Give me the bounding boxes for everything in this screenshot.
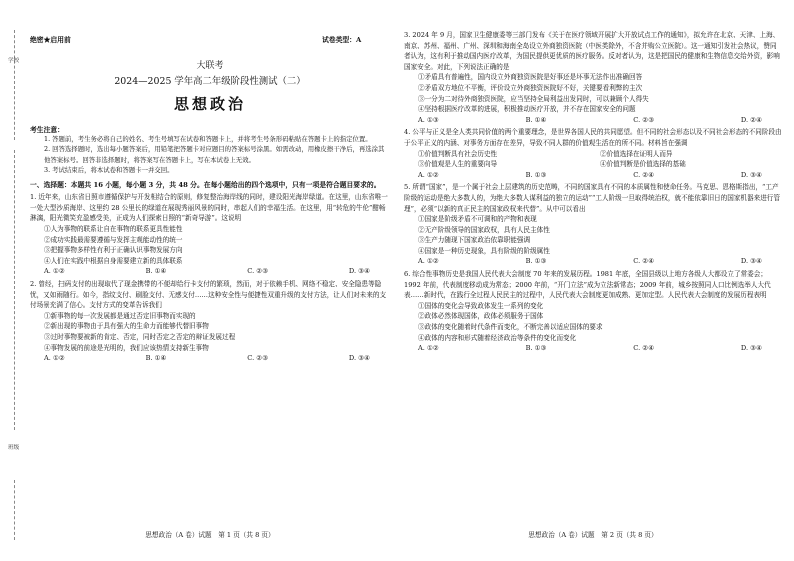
answer-choice-a: A. ①③ bbox=[418, 115, 439, 124]
statement-option: ④坚持根据医疗改革的进展，积极推动医疗开放，并不存在国家安全的问题 bbox=[418, 105, 636, 114]
statement-option: ④价值判断是价值选择的基础 bbox=[600, 160, 686, 169]
statement-option: ①人为事物的联系让自在事物的联系更具性能性 bbox=[44, 225, 183, 233]
statement-option: ④事物发展的前途是光明的，我们应该热情支持新生事物 bbox=[44, 343, 209, 352]
statement-option: ②成功实践最需要遵循与发挥主观能动性的统一 bbox=[44, 235, 183, 244]
answer-choice-c: C. ②④ bbox=[633, 170, 655, 179]
statement-option: ③一分为二对待外商独资医院，应当坚持全局利益出发同时，可以兼顾个人得失 bbox=[418, 94, 649, 103]
answer-choice-c: C. ②③ bbox=[633, 115, 655, 124]
gutter-label-mid: 班级 bbox=[8, 445, 20, 451]
statement-option: ①矛盾具有普遍性，国内设立外商独资医院是好事还是坏事无法作出准确回答 bbox=[418, 73, 643, 82]
question-1 bbox=[30, 192, 390, 277]
question-4 bbox=[404, 127, 782, 180]
secret-label: 绝密★启用前 bbox=[30, 36, 71, 44]
notice-item: 1. 答题前，考生务必将自己的姓名、考生号填写在试卷和答题卡上，并将考生号条形码粘贴在答题卡上的指定位置。 bbox=[44, 135, 372, 143]
answer-choice-b: B. ①③ bbox=[525, 344, 547, 353]
answer-choice-b: B. ①④ bbox=[145, 267, 167, 276]
question-stem: 4. 公平与正义是全人类共同价值的两个重要理念，是世界各国人民的共同愿望。但不同的社会形态以及不同社会形态的不同阶段由于公平正义的内涵、对事务方面存在差异，导致不同人群的价值观生活在的所不同。材料旨在强调 bbox=[404, 128, 782, 147]
notice-title: 考生注意： bbox=[30, 126, 64, 134]
exam-page-1 bbox=[30, 0, 390, 561]
question-5 bbox=[404, 182, 782, 267]
binding-line bbox=[14, 30, 15, 140]
section-title: 一、选择题：本题共 16 小题，每小题 3 分，共 48 分。在每小题给出的四个选项中，只有一项是符合题目要求的。 bbox=[30, 180, 381, 189]
answer-choice-d: D. ③④ bbox=[348, 267, 370, 276]
answer-choice-a: A. ①② bbox=[44, 354, 65, 363]
answer-choice-a: A. ①② bbox=[44, 267, 65, 276]
question-6 bbox=[404, 269, 782, 354]
paper-type: 试卷类型：A bbox=[322, 36, 362, 44]
gutter-label-top: 学校 bbox=[8, 58, 20, 64]
answer-choice-a: A. ①② bbox=[418, 344, 439, 353]
answer-choice-c: C. ②④ bbox=[633, 257, 655, 266]
answer-choice-b: B. ①③ bbox=[525, 170, 547, 179]
exam-year-title: 2024—2025 学年高二年级阶段性测试（二） bbox=[114, 76, 306, 87]
answer-choice-d: D. ③④ bbox=[740, 257, 762, 266]
answer-choice-b: B. ①④ bbox=[525, 115, 547, 124]
page-footer: 思想政治（A 卷）试题 第 2 页（共 8 页） bbox=[528, 531, 658, 539]
exam-page-2 bbox=[404, 0, 782, 561]
subject-title: 思想政治 bbox=[173, 95, 246, 113]
statement-option: ②新出现的事物由于具有强大的生命力而能够代替旧事物 bbox=[44, 322, 209, 331]
statement-option: ②无产阶级领导的国家政权，具有人民主体性 bbox=[418, 225, 550, 234]
exam-name: 大联考 bbox=[196, 61, 224, 71]
statement-option: ③政体的变化随着时代条件而变化，不断完善以适应国体的要求 bbox=[418, 323, 603, 332]
statement-option: ①国家是阶级矛盾不可调和的产物和表现 bbox=[418, 215, 537, 224]
statement-option: ④人们在实践中根据自身需要建立新的具体联系 bbox=[44, 256, 183, 265]
statement-option: ③把握事物多样性有利于正确认识事物发展方向 bbox=[44, 246, 183, 255]
statement-option: ④政体的内容和形式随着经济政治等条件的变化而变化 bbox=[418, 333, 577, 342]
answer-choice-d: D. ③④ bbox=[348, 354, 370, 363]
statement-option: ②价值选择在证明人而异 bbox=[600, 149, 673, 158]
statement-option: ③生产力随现下国家政治依靠职能强调 bbox=[418, 236, 531, 245]
question-stem: 1. 近年来，山东省日照市遵循保护与开发相结合的原则，修复整治海岸线的同时，建设阳光海岸绿道。在这里，山东省唯一一处大型沙质海岸、这里约 28 公里长的绿道在展现秀丽风景的同时，串起人们的幸福生活。在这里，用“转危的牛伦”酣畅淋漓，阳光微笑充盈感受美，正成为人们探索日照的“新奇导游”。这说明 bbox=[30, 193, 388, 223]
statement-option: ①价值判断具有社会历史性 bbox=[418, 149, 498, 158]
answer-choice-d: D. ②④ bbox=[740, 115, 762, 124]
notice-item: 3. 考试结束后，将本试卷和答题卡一并交回。 bbox=[44, 166, 174, 175]
answer-choice-a: A. ①② bbox=[418, 170, 439, 179]
notice-list bbox=[30, 134, 390, 176]
binding-line-mid bbox=[14, 150, 15, 430]
statement-option: ③价值观是人生的重要向导 bbox=[418, 160, 498, 169]
statement-option: ②矛盾双方地位不平衡，评价设立外商独资医院好不好，关键要看利弊的主次 bbox=[418, 83, 643, 92]
answer-choice-d: D. ③④ bbox=[740, 344, 762, 353]
answer-choice-b: B. ①④ bbox=[145, 354, 167, 363]
answer-choice-c: C. ②④ bbox=[633, 344, 655, 353]
answer-choice-d: D. ③④ bbox=[740, 170, 762, 179]
notice-item: 2. 回答选择题时，选出每小题答案后，用铅笔把答题卡对应题目的答案标号涂黑。如需改动，用橡皮擦干净后，再选涂其他答案标号。回答非选择题时，将答案写在答题卡上，写在本试卷上无效。 bbox=[44, 145, 385, 164]
answer-choice-a: A. ①② bbox=[418, 257, 439, 266]
question-stem: 5. 所谓“国家”，是一个属于社会上层建筑的历史范畴，不同的国家具有不同的本质属性和使命任务。马克思、恩格斯指出，“工产阶级的运动是绝大多数人的，为绝大多数人谋利益的独立的运动”“工人阶级一旦取得统治权，就不能依靠旧日的国家机器来进行管理”，必须“以新的真正民主的国家政权来代替”。从中可以看出 bbox=[404, 183, 780, 213]
answer-choice-b: B. ①③ bbox=[525, 257, 547, 266]
statement-option: ①新事物的每一次发展都是通过否定旧事物而实现的 bbox=[44, 311, 196, 320]
statement-option: ②政体必然体现国体，政体必须服务于国体 bbox=[418, 312, 544, 321]
answer-choice-c: C. ②③ bbox=[247, 267, 269, 276]
question-stem: 3. 2024 年 9 月，国家卫生健康委等三部门发布《关于在医疗领域开展扩大开放试点工作的通知》，拟允许在北京、天津、上海、南京、苏州、福州、广州、深圳和海南全岛设立外商独资医院（中医类除外，不含并购公立医院）。这一通知引发社会热议，赞同者认为，这有利于推动国内医疗改革，为国民提供更优质的医疗服务。反对者认为，这是把国民的健康和生物信息交给外资，影响国家安全。对此，下列说法正确的是 bbox=[404, 31, 780, 71]
page-footer: 思想政治（A 卷）试题 第 1 页（共 8 页） bbox=[145, 531, 275, 539]
statement-option: ④国家是一种历史现象，具有阶级的阶级属性 bbox=[418, 246, 550, 255]
statement-option: ①国体的变化会导致政体发生一系列的变化 bbox=[418, 301, 544, 310]
question-stem: 6. 综合性事物历史是我国人民代表大会制度 70 年来的发展历程。1981 年底，全国县级以上地方各级人大都设立了常委会；1992 年前，代表制度移动成为常态；2000 年前，“开门立法”成为立法新常态；2009 年前，城乡按照同人口比例选举人大代表……新时代，在践行全过程人民民主的过程中，人民代表大会制度更加成熟、更加定型。人民代表大会制度的发展历程表明 bbox=[404, 270, 771, 300]
binding-line-bottom bbox=[14, 480, 15, 540]
statement-option: ③过时事物要被新的肯定、否定，同时否定之否定的辩证发展过程 bbox=[44, 332, 236, 341]
question-3 bbox=[404, 30, 782, 125]
question-2 bbox=[30, 279, 390, 364]
answer-choice-c: C. ②③ bbox=[247, 354, 269, 363]
question-stem: 2. 曾经，扫码支付的出现取代了现金携带的不便却给行卡支付的繁琐，然而，对于依赖手机、网络不稳定、安全隐患等隐忧，又如雨随行。如今，指纹支付、刷脸支付、无感支付……这种安全性与便捷性双重升级的支付方法，让人们对未来的支付场景充满了信心。支付方式的变革告诉我们 bbox=[30, 279, 387, 310]
